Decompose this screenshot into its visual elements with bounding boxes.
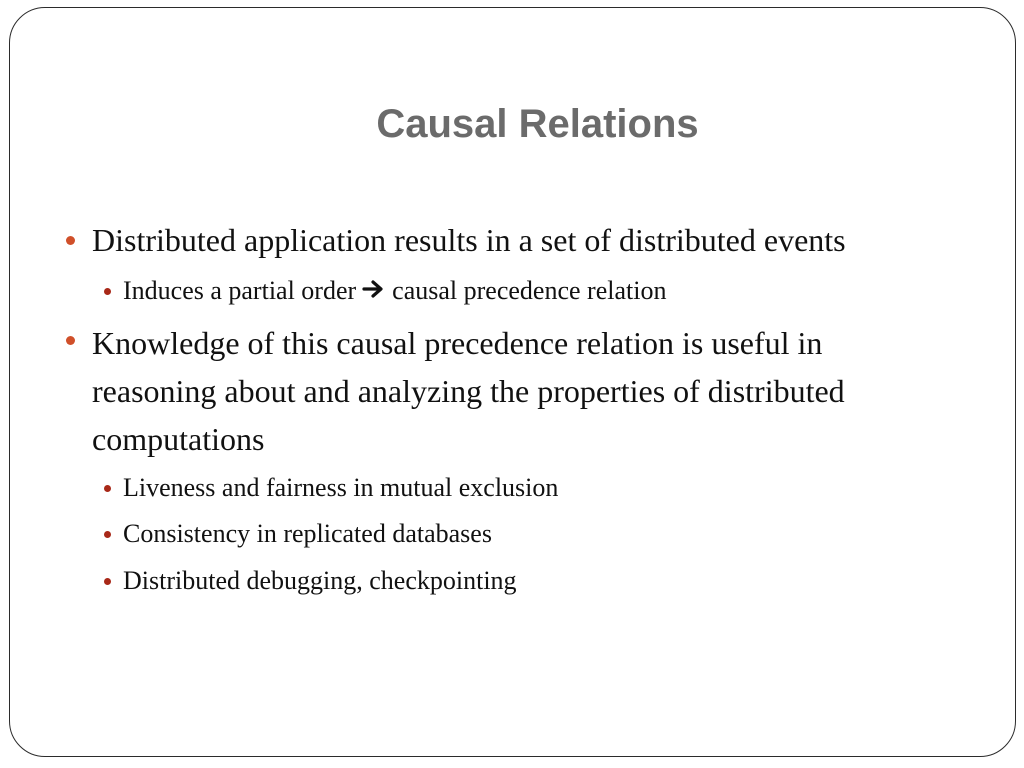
sub-bullet-marker-icon [104, 531, 111, 538]
sub-bullet-text-after: causal precedence relation [392, 276, 667, 305]
sub-bullet-item: Liveness and fairness in mutual exclusion [123, 473, 559, 502]
sub-bullet-marker-icon [104, 485, 111, 492]
slide-title: Causal Relations [376, 102, 699, 146]
bullet-item-line: computations [92, 421, 265, 457]
bullet-marker-icon [66, 336, 75, 345]
bullet-item-line: Knowledge of this causal precedence relation is useful in [92, 325, 823, 361]
sub-bullet-text-before: Induces a partial order [123, 276, 357, 305]
right-arrow-icon [362, 274, 386, 308]
bullet-item: Distributed application results in a set of distributed events [92, 222, 846, 258]
sub-bullet-marker-icon [104, 578, 111, 585]
sub-bullet-item [123, 274, 963, 312]
bullet-marker-icon [66, 236, 75, 245]
sub-bullet-item: Consistency in replicated databases [123, 519, 492, 548]
sub-bullet-marker-icon [104, 288, 111, 295]
bullet-item-line: reasoning about and analyzing the properties of distributed [92, 373, 845, 409]
sub-bullet-item: Distributed debugging, checkpointing [123, 566, 517, 595]
